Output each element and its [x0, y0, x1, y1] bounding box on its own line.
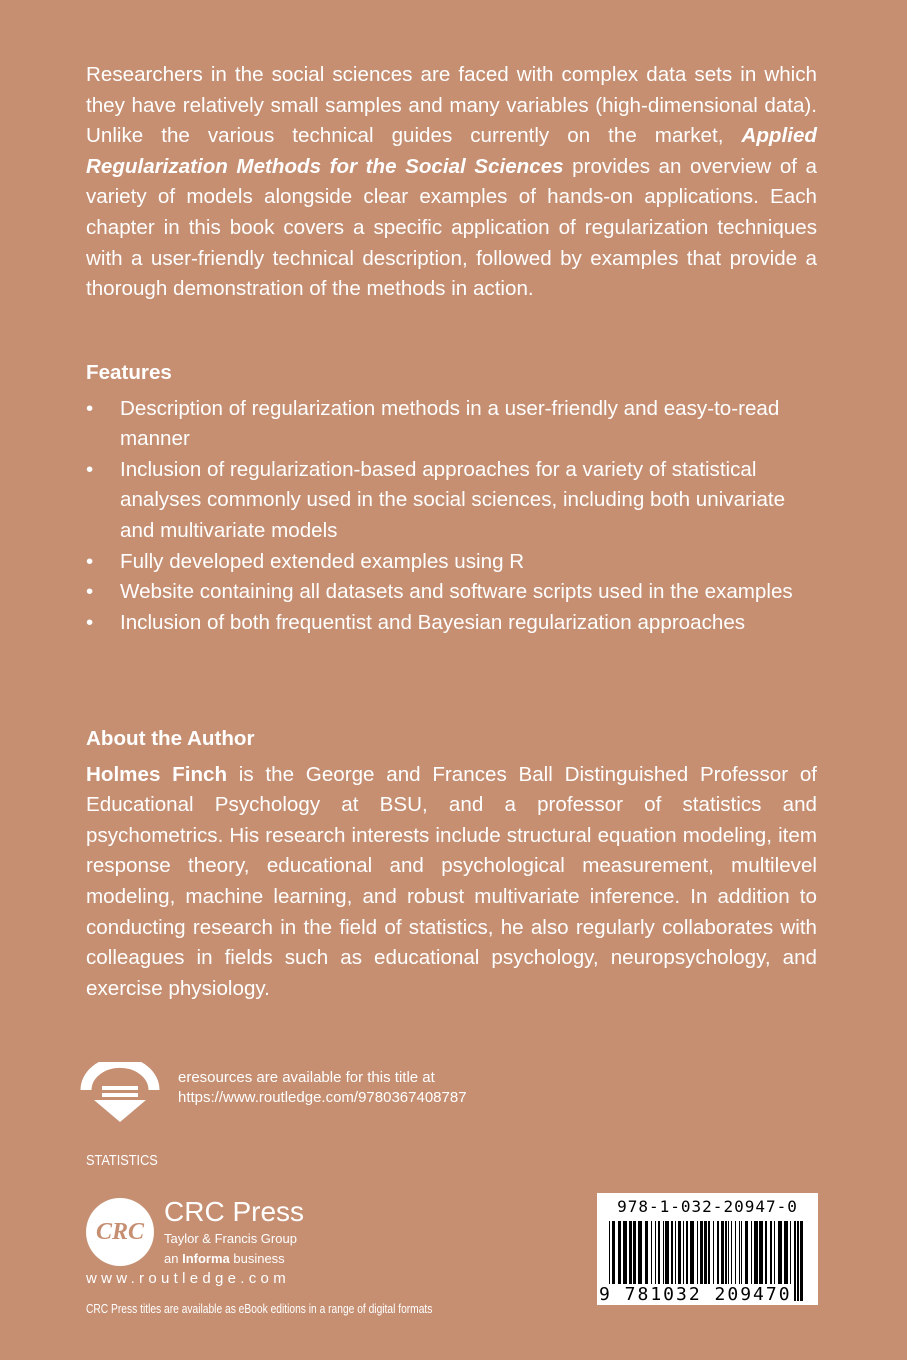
- barcode-bar: [797, 1221, 799, 1301]
- barcode-digits: 9 781032 209470: [599, 1284, 792, 1305]
- feature-item: • Description of regularization methods in a user-friendly and easy-to-read manner: [86, 394, 817, 455]
- feature-item: • Website containing all datasets and software scripts used in the examples: [86, 577, 817, 608]
- crc-logo: CRC: [86, 1198, 154, 1266]
- book-title: Applied Regularization Methods for the Social Sciences: [86, 124, 817, 178]
- feature-item: • Inclusion of both frequentist and Bayesian regularization approaches: [86, 608, 817, 639]
- ebook-note: CRC Press titles are available as eBook editions in a range of digital formats: [86, 1302, 433, 1316]
- features-heading: Features: [86, 361, 172, 384]
- eresources-note: eresources are available for this title at https://www.routledge.com/9780367408787: [178, 1069, 467, 1106]
- publisher-name: CRC Press: [164, 1196, 305, 1227]
- feature-item: • Fully developed extended examples using R: [86, 547, 817, 578]
- eresources-logo-icon: [80, 1062, 160, 1124]
- barcode-bar: [794, 1221, 796, 1301]
- category-label: STATISTICS: [86, 1152, 158, 1169]
- isbn-text: 978-1-032-20947-0: [617, 1197, 798, 1216]
- publisher-group: Taylor & Francis Group an Informa business: [164, 1231, 297, 1266]
- description: Researchers in the social sciences are faced with complex data sets in which they have relatively small samples and many variables (high-dimensional data). Unlike the various technical guides currently on the market, Applied Regularization Methods for the Social Sciences provides an overview of a variety of models alongside clear examples of hands-on applications. Each chapter in this book covers a specific application of regularization techniques with a user-friendly technical description, followed by examples that provide a thorough demonstration of the methods in action.: [86, 63, 817, 301]
- author-name: Holmes Finch: [86, 762, 228, 786]
- feature-item: • Inclusion of regularization-based approaches for a variety of statistical analyses commonly used in the social sciences, including both univariate and multivariate models: [86, 455, 817, 547]
- author-heading: About the Author: [86, 727, 255, 750]
- author-section: About the Author Holmes Finch is the George and Frances Ball Distinguished Professor of Educational Psychology at BSU, and a professor of statistics and psychometrics. His research interests include structural equation modeling, item response theory, educational and psychological measurement, multilevel modeling, machine learning, and robust multivariate inference. In addition to conducting research in the field of statistics, he also regularly collaborates with colleagues in fields such as educational psychology, neuropsychology, and exercise physiology.: [86, 724, 817, 1004]
- barcode-bar: [800, 1221, 803, 1301]
- eresources-link[interactable]: https://www.routledge.com/9780367408787: [178, 1089, 467, 1106]
- publisher-url[interactable]: www.routledge.com: [86, 1270, 290, 1287]
- isbn-barcode: [597, 1193, 818, 1305]
- features-section: [86, 358, 817, 638]
